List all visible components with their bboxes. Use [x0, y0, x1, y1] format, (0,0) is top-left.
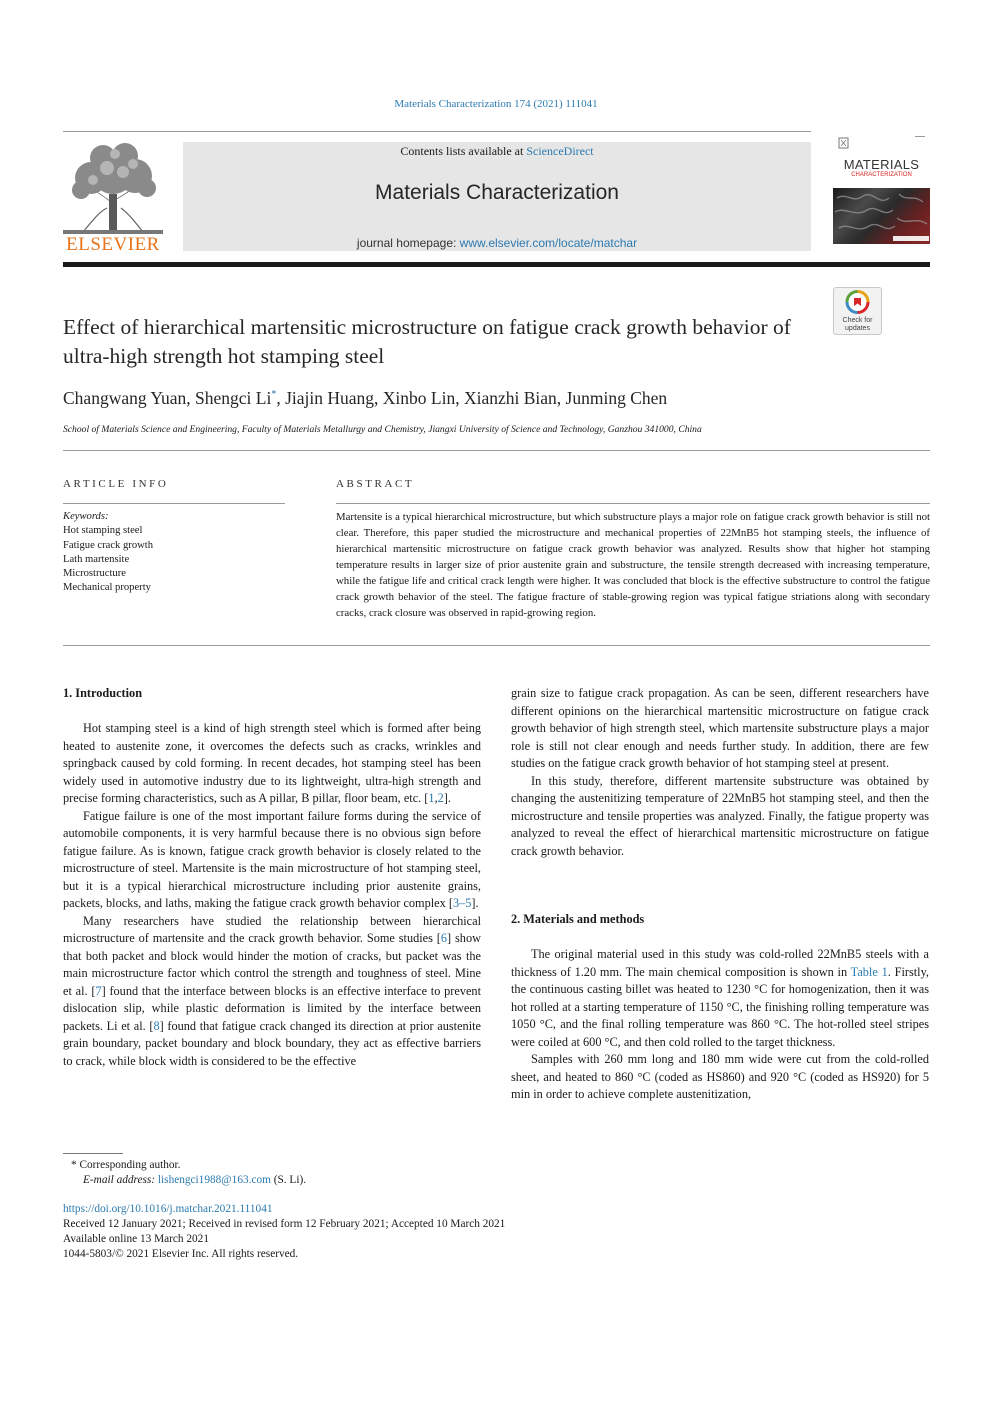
authors-rest: , Jiajin Huang, Xinbo Lin, Xianzhi Bian, Junming Chen: [276, 388, 668, 408]
affiliation: School of Materials Science and Engineering, Faculty of Materials Metallurgy and Chemistry, Jiangxi University of Science and Technology, Ganzhou 341000, China: [63, 424, 702, 435]
paragraph-text: Samples with 260 mm long and 180 mm wide were cut from the cold-rolled sheet, and heated to 860 °C (coded as HS860) and 920 °C (coded as HS920) for 5 min in order to achieve complete austenitization,: [511, 1052, 929, 1101]
tree-icon: [63, 142, 163, 234]
received-dates: Received 12 January 2021; Received in revised form 12 February 2021; Accepted 10 March 2021: [63, 1218, 506, 1230]
divider: [63, 450, 930, 451]
abstract-rule: [336, 503, 930, 504]
paragraph-text: ] found that fatigue crack changed its direction at prior austenite grain boundary, packet boundary and block boundary, they act as effective barriers to crack, while block width is considered to be the effective: [63, 1018, 482, 1068]
email-line: [63, 1173, 663, 1188]
right-column-methods: [511, 946, 929, 1104]
right-column-intro: [511, 685, 929, 860]
paragraph: [511, 773, 929, 861]
footnote-rule: [63, 1153, 123, 1154]
author-list: [63, 388, 923, 409]
reference-link[interactable]: 8: [153, 1018, 160, 1033]
cover-subtitle: CHARACTERIZATION: [851, 172, 912, 178]
journal-citation[interactable]: Materials Characterization 174 (2021) 111041: [394, 98, 598, 110]
paragraph-text: grain size to fatigue crack propagation. As can be seen, different researchers have different opinions on the hierarchical martensitic microstructure on fatigue crack growth behavior of high strength steel, which martensite substructure plays a major role is still not clear enough and needs further study. In addition, there are few studies on the fatigue crack growth behavior of hot stamping steel at present.: [511, 686, 929, 770]
paragraph-text: Fatigue failure is one of the most important failure forms during the service of automobile components, it is very harmful because there is no obvious sign before fatigue failure. As is known, fatigue crack growth behavior is closely related to the microstructure of steel. Martensite is the main microstructure of hot stamping steel, but it is a typical hierarchical microstructure including prior austenite grains, packets, blocks, and laths, making the fatigue crack growth behavior complex [: [63, 808, 481, 910]
check-updates-label: Check for updates: [842, 317, 873, 332]
keyword-item: Microstructure: [63, 568, 126, 580]
paragraph: [511, 1051, 929, 1104]
homepage-link[interactable]: www.elsevier.com/locate/matchar: [459, 236, 638, 250]
contents-availability: [183, 144, 811, 159]
abstract-text: Martensite is a typical hierarchical microstructure, but which substructure plays a major role on fatigue crack growth behavior is still not clear. Therefore, this paper studied the microstructure and mechanical properties of 22MnB5 hot stamping steels, the influence of hierarchical martensitic microstructure on fatigue crack growth behavior was analyzed. Results show that higher hot stamping temperature results in larger size of prior austenite grain and substructure, the tensile strength decreased with increasing temperature, while the fatigue life and critical crack length were higher. It was concluded that block is the effective substructure to control the fatigue crack growth behavior of the steel. The fatigue fracture of stable-growing region was typical fatigue striations along with secondary cracks, crack closure was observed in rapid-growing region.: [336, 511, 930, 619]
paragraph: [511, 946, 929, 1051]
section-heading-methods: 2. Materials and methods: [511, 912, 645, 926]
paragraph-text: ].: [471, 896, 479, 910]
cover-title: MATERIALS: [843, 157, 920, 172]
publisher-logo-text: ELSEVIER: [66, 234, 160, 255]
email-suffix: (S. Li).: [270, 1174, 307, 1186]
header-thick-rule: [63, 262, 930, 267]
keywords-block: [63, 510, 285, 596]
cover-mini-logo-icon: [833, 134, 930, 154]
authors-first: Changwang Yuan, Shengci Li: [63, 388, 272, 408]
homepage-prefix: journal homepage:: [356, 236, 460, 250]
paragraph: [63, 720, 481, 808]
paragraph-text: The original material used in this study was cold-rolled 22MnB5 steels with a thickness of 1.20 mm. The main chemical composition is shown in: [511, 947, 929, 979]
cover-micrograph-image: [833, 188, 930, 244]
reference-link[interactable]: 2: [437, 791, 444, 805]
available-online: Available online 13 March 2021: [63, 1233, 209, 1245]
left-column: [63, 720, 481, 1070]
paragraph-text: . Firstly, the continuous casting billet was heated to 1230 °C for homogenization, then it was hot rolled at a starting temperature of 1150 °C, the finishing rolling temperature was 1050 °C, and the final rolling temperature was 860 °C. The hot-rolled steel stripes were coiled at 600 °C, and then cold rolled to the target thickness.: [511, 964, 930, 1049]
abstract-heading: ABSTRACT: [336, 478, 415, 490]
journal-name: Materials Characterization: [375, 181, 619, 204]
keyword-item: Fatigue crack growth: [63, 539, 154, 551]
email-label: E-mail address:: [83, 1174, 158, 1186]
journal-homepage: [183, 236, 811, 250]
paragraph-text: ].: [443, 791, 451, 805]
paragraph-text: In this study, therefore, different martensite substructure was obtained by changing the austenitizing temperature of 22MnB5 hot stamping steel, and then the microstructure and tensile properties was analyzed. Finally, the fatigue property was analyzed to reveal the effect of hierarchical martensitic microstructure on fatigue crack growth behavior.: [511, 773, 929, 858]
keywords-label: Keywords:: [63, 511, 109, 522]
paper-title: Effect of hierarchical martensitic microstructure on fatigue crack growth behavior of ultra-high strength hot stamping steel: [63, 315, 791, 368]
check-for-updates-button[interactable]: [833, 287, 882, 335]
corresponding-author-note: * Corresponding author.: [71, 1159, 181, 1171]
paragraph-text: ,: [434, 791, 438, 805]
sciencedirect-link[interactable]: ScienceDirect: [526, 144, 594, 158]
paragraph: [63, 808, 481, 913]
check-updates-icon: [834, 288, 881, 318]
reference-link[interactable]: 1: [428, 791, 435, 805]
reference-link[interactable]: 3–5: [452, 896, 472, 910]
keyword-item: Mechanical property: [63, 582, 151, 594]
keyword-item: Hot stamping steel: [63, 525, 143, 537]
paragraph-text: Many researchers have studied the relationship between hierarchical microstructure of martensite and the crack growth behavior. Some studies [: [63, 913, 481, 945]
paragraph-text: ] found that the interface between blocks is an effective interface to prevent dislocation slip, while plastic deformation is limited by the interface between packets. Li et al. [: [63, 983, 481, 1033]
article-info-heading: ARTICLE INFO: [63, 478, 169, 490]
doi-link[interactable]: https://doi.org/10.1016/j.matchar.2021.111041: [63, 1203, 273, 1215]
corresponding-author-marker[interactable]: *: [271, 389, 277, 401]
micrograph-icon: [833, 188, 930, 244]
header-rule: [63, 131, 811, 132]
article-info-rule: [63, 503, 285, 504]
reference-link[interactable]: 6: [440, 931, 448, 945]
paragraph: [511, 685, 929, 773]
reference-link[interactable]: 7: [95, 983, 102, 998]
paragraph: [63, 913, 481, 1071]
reference-link[interactable]: Table 1: [850, 964, 888, 979]
paragraph-text: Hot stamping steel is a kind of high strength steel which is formed after being heated to austenite zone, it overcomes the defects such as cracks, wrinkles and springback caused by cold forming. In recent decades, hot stamping steel has been widely used in automotive industry due to its lightweight, ultra-high strength and precise forming characteristics, such as A pillar, B pillar, floor beam, etc. [: [63, 721, 481, 805]
section-heading-introduction: 1. Introduction: [63, 686, 143, 700]
divider: [63, 645, 930, 646]
contents-prefix: Contents lists available at: [400, 144, 527, 158]
paragraph-text: ] show that both packet and block would hinder the motion of cracks, but packet was the main microstructure factor which control the strength and toughness of steel. Mine et al. [: [63, 931, 481, 998]
keyword-item: Lath martensite: [63, 553, 130, 565]
email-link[interactable]: lishengci1988@163.com: [157, 1174, 271, 1186]
copyright: 1044-5803/© 2021 Elsevier Inc. All rights reserved.: [63, 1248, 299, 1260]
